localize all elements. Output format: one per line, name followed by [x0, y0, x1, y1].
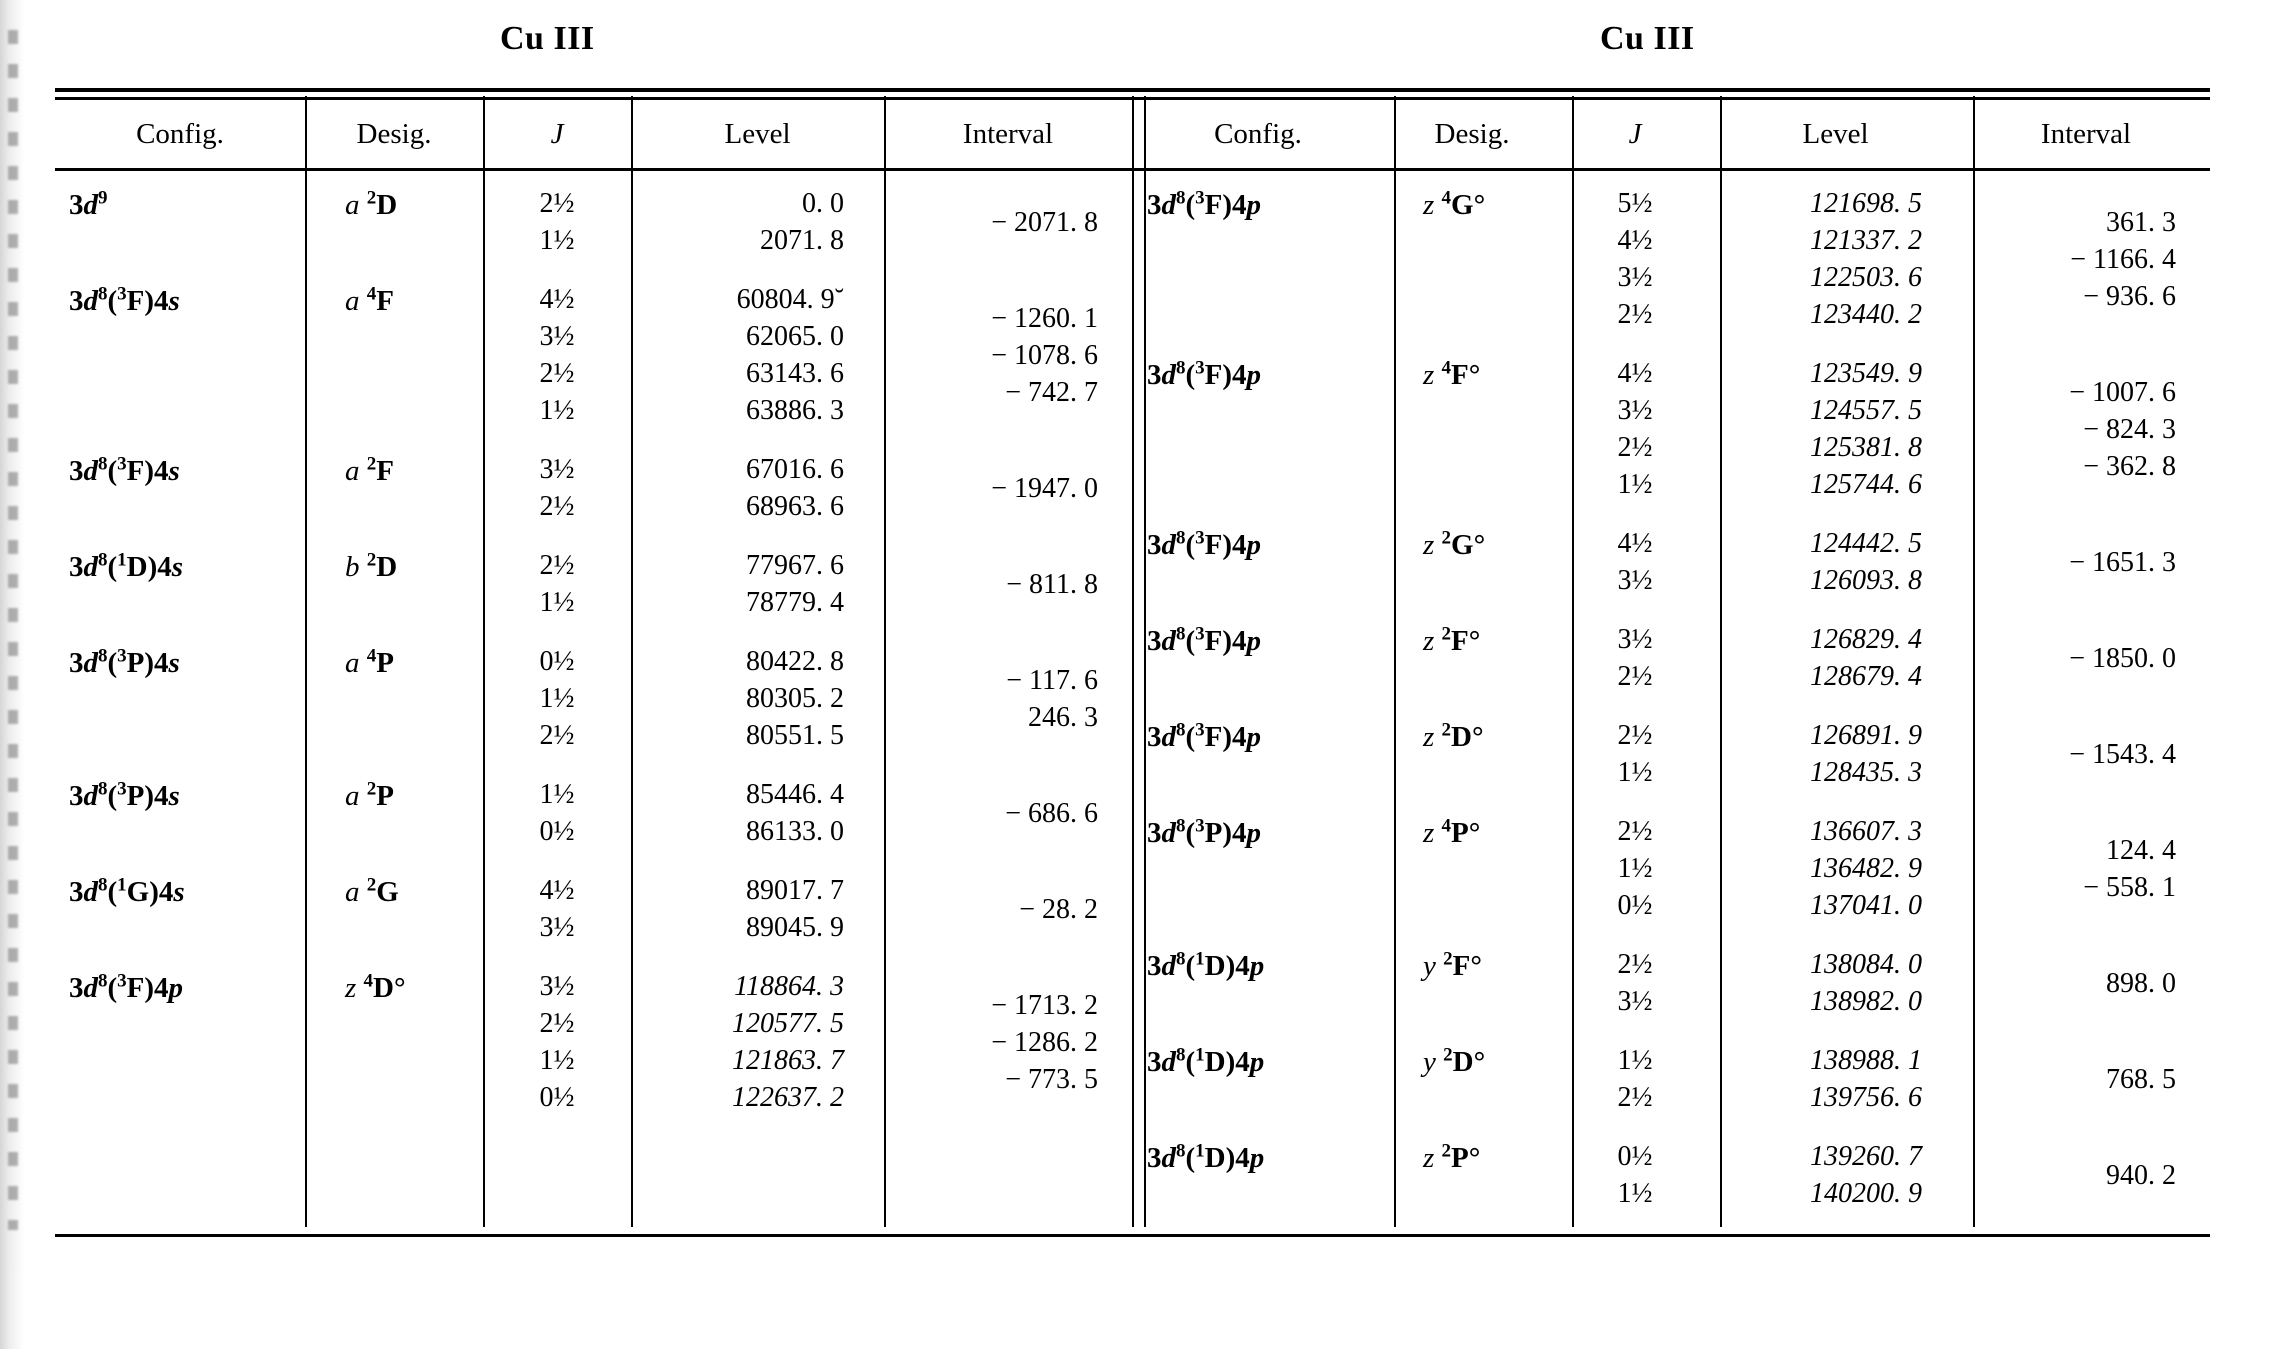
cell-desig: a $^4$P: [345, 645, 394, 679]
cell-desig: a $^2$G: [345, 874, 399, 908]
cell-desig: z $^2$F°: [1423, 623, 1481, 657]
cell-config: $3d^8(^1D)4s$: [69, 549, 184, 583]
j-value: 1½: [1617, 1178, 1653, 1209]
cell-j-values: [483, 872, 631, 968]
j-value: 2½: [1617, 299, 1653, 330]
level-value: 136607. 3: [1810, 816, 1922, 847]
j-value: 4½: [539, 875, 575, 906]
heading-right: Cu III: [1600, 20, 1695, 57]
cell-config: $3d^9$: [69, 187, 108, 221]
cell-intervals: [884, 968, 1132, 1138]
level-value: 63886. 3: [746, 395, 844, 426]
j-value: 2½: [1617, 1082, 1653, 1113]
cell-desig: y $^2$D°: [1423, 1044, 1486, 1078]
j-value: 2½: [1617, 816, 1653, 847]
level-value: 121863. 7: [732, 1045, 844, 1076]
level-value: 122637. 2: [732, 1082, 844, 1113]
level-value: 123549. 9: [1810, 358, 1922, 389]
interval-value: 361. 3: [2106, 206, 2176, 238]
j-value: 2½: [539, 550, 575, 581]
j-value: 4½: [1617, 528, 1653, 559]
level-value: 138084. 0: [1810, 949, 1922, 980]
cell-j-values: [1561, 1138, 1709, 1234]
cell-desig: a $^2$F: [345, 453, 394, 487]
cell-j-values: [483, 643, 631, 776]
table-row: [1133, 355, 2273, 525]
interval-value: 768. 5: [2106, 1063, 2176, 1095]
cell-config: $3d^8(^1D)4p$: [1147, 1044, 1265, 1078]
cell-desig: y $^2$F°: [1423, 948, 1482, 982]
cell-desig: z $^4$P°: [1423, 815, 1481, 849]
interval-value: 124. 4: [2106, 834, 2176, 866]
page-headings: [0, 20, 2273, 68]
j-value: 2½: [1617, 949, 1653, 980]
cell-intervals: [1962, 1042, 2210, 1138]
level-value: 138982. 0: [1810, 986, 1922, 1017]
level-value: 126891. 9: [1810, 720, 1922, 751]
cell-desig: a $^4$F: [345, 283, 394, 317]
cell-j-values: [1561, 946, 1709, 1042]
table-header-row: [55, 100, 2210, 168]
level-value: 123440. 2: [1810, 299, 1922, 330]
level-value: 68963. 6: [746, 491, 844, 522]
j-value: 1½: [539, 225, 575, 256]
cell-intervals: [884, 872, 1132, 968]
level-value: 124557. 5: [1810, 395, 1922, 426]
interval-value: − 1651. 3: [2069, 546, 2176, 578]
j-value: 3½: [1617, 262, 1653, 293]
j-value: 1½: [1617, 757, 1653, 788]
j-value: 0½: [539, 1082, 575, 1113]
j-value: 0½: [1617, 1141, 1653, 1172]
cell-intervals: [884, 185, 1132, 281]
column-header-desig: Desig.: [356, 118, 432, 150]
j-value: 3½: [539, 971, 575, 1002]
cell-levels: [631, 185, 884, 281]
cell-config: $3d^8(^3F)4p$: [1147, 623, 1262, 657]
cell-desig: b $^2$D: [345, 549, 398, 583]
level-value: 2071. 8: [760, 225, 844, 256]
j-value: 0½: [539, 646, 575, 677]
column-header-interval: Interval: [962, 118, 1054, 150]
table-bottom-rule: [55, 1234, 2210, 1237]
j-value: 3½: [539, 912, 575, 943]
column-header-interval: Interval: [2040, 118, 2132, 150]
table-row: [1133, 525, 2273, 621]
level-value: 80551. 5: [746, 720, 844, 751]
column-header-j: J: [1628, 118, 1642, 150]
cell-j-values: [483, 185, 631, 281]
cell-levels: [1709, 1042, 1962, 1138]
interval-value: − 2071. 8: [991, 206, 1098, 238]
j-value: 1½: [539, 587, 575, 618]
table-row: [1133, 185, 2273, 355]
level-value: 0. 0: [802, 188, 844, 219]
level-value: 86133. 0: [746, 816, 844, 847]
level-value: 80422. 8: [746, 646, 844, 677]
level-value: 63143. 6: [746, 358, 844, 389]
cell-config: $3d^8(^1D)4p$: [1147, 948, 1265, 982]
cell-config: $3d^8(^3F)4p$: [1147, 719, 1262, 753]
level-value: 128435. 3: [1810, 757, 1922, 788]
j-value: 1½: [539, 395, 575, 426]
header-half-right: [1133, 100, 2210, 168]
interval-value: − 1286. 2: [991, 1026, 1098, 1058]
level-value: 128679. 4: [1810, 661, 1922, 692]
cell-desig: z $^2$P°: [1423, 1140, 1481, 1174]
table-row: [1133, 1042, 2273, 1138]
cell-levels: [631, 643, 884, 776]
level-value: 80305. 2: [746, 683, 844, 714]
table-body: [55, 171, 2210, 1234]
level-value: 126829. 4: [1810, 624, 1922, 655]
level-value: 77967. 6: [746, 550, 844, 581]
level-value: 126093. 8: [1810, 565, 1922, 596]
interval-value: 940. 2: [2106, 1159, 2176, 1191]
j-value: 2½: [539, 358, 575, 389]
level-value: 139756. 6: [1810, 1082, 1922, 1113]
j-value: 4½: [1617, 225, 1653, 256]
level-value: 85446. 4: [746, 779, 844, 810]
cell-levels: [631, 281, 884, 451]
j-value: 2½: [539, 491, 575, 522]
j-value: 1½: [1617, 853, 1653, 884]
cell-levels: [1709, 525, 1962, 621]
level-value: 120577. 5: [732, 1008, 844, 1039]
level-value: 78779. 4: [746, 587, 844, 618]
cell-intervals: [884, 643, 1132, 776]
column-header-level: Level: [1802, 118, 1869, 150]
j-value: 3½: [1617, 565, 1653, 596]
interval-value: − 1850. 0: [2069, 642, 2176, 674]
table-row: [1133, 621, 2273, 717]
cell-intervals: [884, 776, 1132, 872]
table-row: [1133, 946, 2273, 1042]
cell-levels: [1709, 355, 1962, 525]
cell-desig: z $^4$D°: [345, 970, 406, 1004]
table-row: [1133, 1138, 2273, 1234]
cell-levels: [1709, 185, 1962, 355]
j-value: 3½: [1617, 986, 1653, 1017]
table-row: [1133, 717, 2273, 813]
cell-j-values: [483, 547, 631, 643]
cell-config: $3d^8(^1G)4s$: [69, 874, 185, 908]
cell-j-values: [483, 776, 631, 872]
level-value: 89045. 9: [746, 912, 844, 943]
cell-config: $3d^8(^3F)4s$: [69, 453, 180, 487]
interval-value: − 1543. 4: [2069, 738, 2176, 770]
cell-desig: z $^2$G°: [1423, 527, 1486, 561]
interval-value: − 773. 5: [1005, 1063, 1098, 1095]
cell-desig: z $^2$D°: [1423, 719, 1484, 753]
cell-j-values: [483, 451, 631, 547]
j-value: 1½: [1617, 469, 1653, 500]
level-value: 60804. 9˘: [736, 284, 844, 315]
interval-value: − 117. 6: [1006, 664, 1098, 696]
cell-levels: [631, 776, 884, 872]
table-body-columns: [55, 171, 2210, 1234]
interval-value: − 1007. 6: [2069, 376, 2176, 408]
j-value: 3½: [539, 321, 575, 352]
interval-value: − 742. 7: [1005, 376, 1098, 408]
level-value: 140200. 9: [1810, 1178, 1922, 1209]
cell-intervals: [1962, 717, 2210, 813]
cell-intervals: [1962, 621, 2210, 717]
j-value: 1½: [1617, 1045, 1653, 1076]
level-value: 139260. 7: [1810, 1141, 1922, 1172]
cell-j-values: [1561, 355, 1709, 525]
table-half-right: [1133, 185, 2210, 1234]
column-header-config: Config.: [136, 118, 224, 150]
cell-levels: [1709, 621, 1962, 717]
level-value: 62065. 0: [746, 321, 844, 352]
level-value: 136482. 9: [1810, 853, 1922, 884]
cell-j-values: [1561, 525, 1709, 621]
cell-j-values: [483, 968, 631, 1138]
cell-j-values: [483, 281, 631, 451]
j-value: 1½: [539, 779, 575, 810]
cell-config: $3d^8(^3F)4p$: [1147, 527, 1262, 561]
interval-value: − 1260. 1: [991, 302, 1098, 334]
level-value: 138988. 1: [1810, 1045, 1922, 1076]
level-value: 122503. 6: [1810, 262, 1922, 293]
cell-config: $3d^8(^3P)4s$: [69, 645, 180, 679]
interval-value: − 1947. 0: [991, 472, 1098, 504]
j-value: 0½: [539, 816, 575, 847]
level-value: 137041. 0: [1810, 890, 1922, 921]
cell-config: $3d^8(^3F)4p$: [69, 970, 184, 1004]
level-value: 125381. 8: [1810, 432, 1922, 463]
cell-levels: [1709, 813, 1962, 946]
level-value: 121337. 2: [1810, 225, 1922, 256]
j-value: 2½: [539, 720, 575, 751]
j-value: 0½: [1617, 890, 1653, 921]
interval-value: − 1166. 4: [2070, 243, 2176, 275]
level-value: 124442. 5: [1810, 528, 1922, 559]
cell-config: $3d^8(^3F)4p$: [1147, 187, 1262, 221]
cell-intervals: [884, 451, 1132, 547]
column-header-level: Level: [724, 118, 791, 150]
cell-intervals: [1962, 813, 2210, 946]
interval-value: 898. 0: [2106, 967, 2176, 999]
interval-value: − 28. 2: [1019, 893, 1098, 925]
cell-j-values: [1561, 717, 1709, 813]
cell-levels: [1709, 946, 1962, 1042]
cell-config: $3d^8(^1D)4p$: [1147, 1140, 1265, 1174]
j-value: 1½: [539, 1045, 575, 1076]
cell-desig: z $^4$F°: [1423, 357, 1481, 391]
cell-j-values: [1561, 185, 1709, 355]
interval-value: − 824. 3: [2083, 413, 2176, 445]
interval-value: − 558. 1: [2083, 871, 2176, 903]
level-value: 121698. 5: [1810, 188, 1922, 219]
energy-level-table: [55, 88, 2210, 1237]
level-value: 118864. 3: [734, 971, 844, 1002]
j-value: 4½: [539, 284, 575, 315]
j-value: 3½: [1617, 624, 1653, 655]
j-value: 2½: [1617, 432, 1653, 463]
cell-levels: [631, 872, 884, 968]
cell-desig: z $^4$G°: [1423, 187, 1486, 221]
cell-desig: a $^2$P: [345, 778, 394, 812]
j-value: 2½: [1617, 720, 1653, 751]
cell-config: $3d^8(^3F)4s$: [69, 283, 180, 317]
cell-config: $3d^8(^3P)4s$: [69, 778, 180, 812]
level-value: 89017. 7: [746, 875, 844, 906]
j-value: 4½: [1617, 358, 1653, 389]
heading-left: Cu III: [500, 20, 595, 57]
cell-intervals: [884, 547, 1132, 643]
j-value: 2½: [1617, 661, 1653, 692]
j-value: 5½: [1617, 188, 1653, 219]
cell-config: $3d^8(^3P)4p$: [1147, 815, 1262, 849]
interval-value: − 686. 6: [1005, 797, 1098, 829]
j-value: 3½: [1617, 395, 1653, 426]
interval-value: 246. 3: [1028, 701, 1098, 733]
cell-levels: [631, 968, 884, 1138]
cell-intervals: [1962, 185, 2210, 355]
cell-j-values: [1561, 1042, 1709, 1138]
column-header-config: Config.: [1214, 118, 1302, 150]
level-value: 67016. 6: [746, 454, 844, 485]
interval-value: − 811. 8: [1006, 568, 1098, 600]
column-header-j: J: [550, 118, 564, 150]
cell-intervals: [884, 281, 1132, 451]
cell-j-values: [1561, 621, 1709, 717]
cell-intervals: [1962, 1138, 2210, 1234]
j-value: 3½: [539, 454, 575, 485]
column-header-desig: Desig.: [1434, 118, 1510, 150]
interval-value: − 1713. 2: [991, 989, 1098, 1021]
j-value: 2½: [539, 1008, 575, 1039]
table-top-rule: [55, 88, 2210, 100]
interval-value: − 936. 6: [2083, 280, 2176, 312]
table-row: [1133, 813, 2273, 946]
cell-config: $3d^8(^3F)4p$: [1147, 357, 1262, 391]
header-half-left: [55, 100, 1132, 168]
interval-value: − 1078. 6: [991, 339, 1098, 371]
cell-levels: [631, 547, 884, 643]
cell-j-values: [1561, 813, 1709, 946]
cell-levels: [631, 451, 884, 547]
cell-intervals: [1962, 946, 2210, 1042]
cell-intervals: [1962, 525, 2210, 621]
cell-levels: [1709, 717, 1962, 813]
j-value: 1½: [539, 683, 575, 714]
table-half-left: [55, 185, 1132, 1234]
level-value: 125744. 6: [1810, 469, 1922, 500]
cell-levels: [1709, 1138, 1962, 1234]
interval-value: − 362. 8: [2083, 450, 2176, 482]
cell-intervals: [1962, 355, 2210, 525]
j-value: 2½: [539, 188, 575, 219]
cell-desig: a $^2$D: [345, 187, 398, 221]
